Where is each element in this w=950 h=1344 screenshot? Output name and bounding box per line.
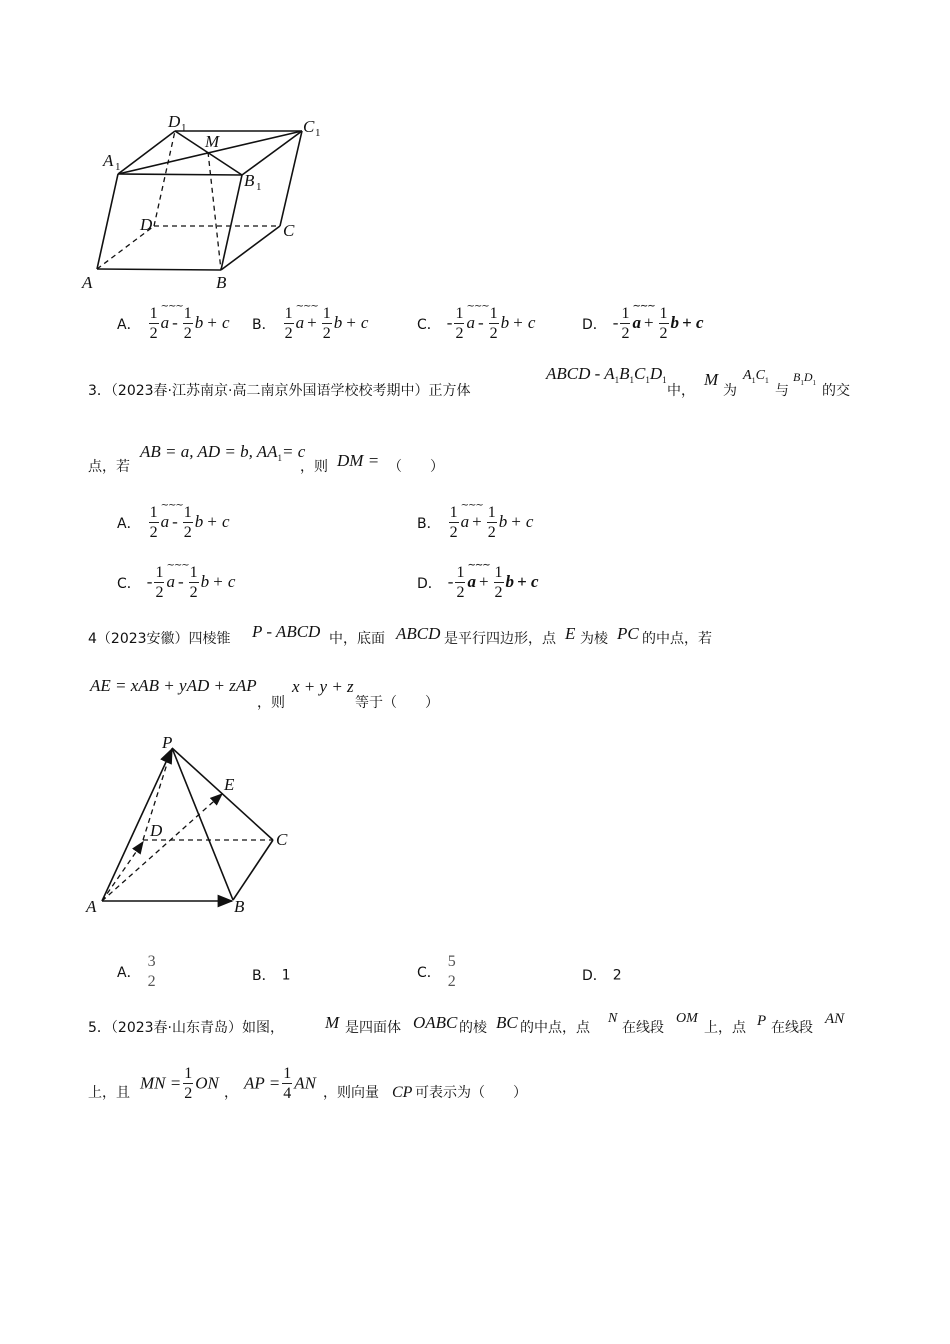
fraction-a: $\frac{1}{2}$ (284, 305, 293, 342)
q5-text3: 的中点，点 (520, 1020, 590, 1036)
q5-AN: AN (825, 1011, 845, 1027)
label-B1: B (244, 171, 255, 190)
vector-c-term: + c (212, 572, 236, 591)
q5-OABC: OABC (413, 1013, 458, 1032)
leading-sign: - (447, 572, 454, 591)
q5-text1: 是四面体 (345, 1020, 401, 1036)
vector-a: ∼∼∼ a (166, 560, 189, 591)
q4-text4: 的中点，若 (642, 631, 712, 647)
edge-pb (172, 748, 233, 900)
fraction-b: $\frac{1}{2}$ (489, 305, 498, 342)
vector-c-term: + c (512, 313, 536, 332)
operator: - (177, 572, 184, 591)
q5-ap-expression: AP = $\frac{1}{4}$ AN (244, 1065, 316, 1102)
fraction-b: $\frac{1}{2}$ (487, 504, 496, 541)
fraction-a: $\frac{1}{2}$ (149, 504, 158, 541)
q3-condition: AB = a, AD = b, $AA_1= c$ (140, 442, 306, 463)
vector-a: ∼∼∼ a (466, 301, 489, 332)
operator: + (472, 512, 482, 531)
q5-OM: OM (676, 1011, 698, 1026)
label-C1-sub: 1 (315, 127, 321, 139)
vector-b: b (200, 572, 210, 591)
option-label: C． (117, 575, 141, 592)
vector-b: b (194, 512, 204, 531)
label-A: A (82, 273, 93, 292)
operator: - (477, 313, 484, 332)
label-A: A (86, 897, 97, 916)
fraction-b: $\frac{1}{2}$ (183, 305, 192, 342)
q4-pyramid: P - ABCD (252, 622, 321, 641)
q5-line2-prefix: 上，且 (88, 1085, 130, 1101)
label-C: C (276, 830, 288, 849)
q5-N: N (608, 1011, 618, 1026)
label-E: E (224, 775, 235, 794)
q3-tail: 的交 (822, 383, 850, 399)
fraction-a: $\frac{1}{2}$ (456, 564, 465, 601)
label-A1-sub: 1 (115, 161, 121, 173)
fraction-b: $\frac{1}{2}$ (183, 504, 192, 541)
q4-equation: AE = xAB + yAD + zAP (90, 676, 257, 695)
q5-M: M (325, 1013, 340, 1032)
label-M: M (205, 132, 220, 151)
q5-text4: 在线段 (622, 1020, 664, 1036)
q3-option-b[interactable] (417, 500, 534, 542)
q5-BC: BC (496, 1013, 518, 1032)
vector-b: b (194, 313, 204, 332)
operator: + (643, 313, 654, 332)
edge-pc (172, 748, 273, 840)
vector-c-term: + c (206, 512, 230, 531)
q4-number-source: 4（2023安徽）四棱锥 (88, 631, 231, 647)
q5-text8: 可表示为（ ） (415, 1085, 527, 1101)
q3-ze: ，则 (300, 459, 328, 475)
q5-number-source: 5．（2023春·山东青岛）如图， (88, 1020, 284, 1036)
fraction-a: $\frac{1}{2}$ (455, 305, 464, 342)
edge-b1a1 (118, 174, 242, 175)
q2-option-c[interactable] (417, 301, 536, 343)
vector-b: b (505, 572, 515, 591)
q2-option-a[interactable] (117, 301, 230, 343)
vector-a: ∼∼∼ a (160, 301, 183, 332)
q5-text7: ，则向量 (323, 1085, 379, 1101)
q2-option-b[interactable] (252, 301, 369, 343)
vector-b: b (500, 313, 510, 332)
option-label: A． (117, 515, 141, 532)
option-label: B． (417, 515, 441, 532)
q2-option-d[interactable] (582, 301, 704, 343)
vector-c-term: + c (206, 313, 230, 332)
vector-a: ∼∼∼ a (632, 301, 655, 332)
vector-a: ∼∼∼ a (160, 500, 183, 531)
q5-mn-expression: MN = $\frac{1}{2}$ ON (140, 1065, 219, 1102)
parallelepiped-figure (80, 108, 340, 298)
q4-option-c[interactable]: C． 5 2 (417, 953, 456, 990)
vector-ae-hidden (102, 794, 222, 901)
vector-b: b (498, 512, 508, 531)
q3-source: （2023春·江苏南京·高二南京外国语学校校考期中）正方体 (110, 383, 471, 399)
operator: - (172, 512, 178, 531)
q4-sum: x + y + z (292, 677, 354, 696)
vector-b: b (670, 313, 680, 332)
fraction-a: $\frac{1}{2}$ (149, 305, 158, 342)
vector-ad-hidden (102, 842, 143, 901)
operator: + (478, 572, 489, 591)
label-D1-sub: 1 (181, 122, 187, 134)
q4-text2: 是平行四边形，点 (444, 631, 556, 647)
q3-B1D1: $B_1D_1$ (793, 370, 817, 387)
q3-M: M (704, 370, 719, 389)
q4-PC: PC (617, 624, 639, 643)
fraction-b: $\frac{1}{2}$ (659, 305, 668, 342)
label-B: B (216, 273, 227, 292)
q5-P: P (757, 1013, 767, 1029)
q3-number: 3． (88, 383, 111, 399)
pyramid-figure (80, 730, 310, 920)
fraction-b: $\frac{1}{2}$ (189, 564, 198, 601)
q3-middle: 中， (667, 383, 695, 399)
edge-ab (97, 269, 221, 270)
q4-text5: 等于（ ） (355, 695, 439, 711)
vector-a: ∼∼∼ a (467, 560, 490, 591)
q3-option-c[interactable] (117, 560, 236, 602)
q4-option-a[interactable]: A． 3 2 (117, 953, 156, 990)
q3-dm: DM = (337, 451, 380, 470)
q5-comma: ， (224, 1085, 238, 1101)
q3-line2-prefix: 点，若 (88, 459, 130, 475)
q3-option-a[interactable] (117, 500, 230, 542)
q4-ze: ，则 (257, 695, 285, 711)
vector-a: ∼∼∼ a (295, 301, 318, 332)
fraction-b: $\frac{1}{2}$ (494, 564, 503, 601)
segment-mb-hidden (208, 152, 221, 270)
q3-stem-line1 (88, 380, 470, 400)
q4-option-b[interactable]: B． 1 (252, 967, 291, 984)
leading-sign: - (146, 572, 153, 591)
q4-option-d[interactable]: D． 2 (582, 967, 622, 984)
label-B: B (234, 897, 245, 916)
leading-sign: - (446, 313, 453, 332)
q4-text3: 为棱 (580, 631, 608, 647)
label-B1-sub: 1 (256, 181, 262, 193)
fraction-a: $\frac{1}{2}$ (155, 564, 164, 601)
operator: + (307, 313, 317, 332)
label-C: C (283, 221, 295, 240)
q3-yu: 与 (775, 383, 789, 399)
label-D: D (140, 215, 153, 234)
fraction-b: $\frac{1}{2}$ (322, 305, 331, 342)
fraction-a: $\frac{1}{2}$ (621, 305, 630, 342)
option-label: B． (252, 316, 276, 333)
label-A1: A (103, 151, 114, 170)
edge-cb (233, 840, 273, 900)
option-label: A． (117, 316, 141, 333)
q3-wei: 为 (723, 383, 737, 399)
label-C1: C (303, 117, 315, 136)
vector-c-term: + c (345, 313, 369, 332)
label-D1: D (168, 112, 181, 131)
q4-E: E (565, 624, 576, 643)
vector-a: ∼∼∼ a (460, 500, 483, 531)
label-P: P (162, 733, 173, 752)
q4-text1: 中，底面 (329, 631, 385, 647)
q5-text5: 上，点 (704, 1020, 746, 1036)
q3-A1C1: $A_1C_1$ (743, 368, 769, 385)
option-label: D． (582, 316, 607, 333)
q5-CP: CP (392, 1084, 413, 1101)
q3-paren: （ ） (388, 459, 444, 475)
vector-c-term: + c (517, 572, 539, 591)
q5-text6: 在线段 (771, 1020, 813, 1036)
leading-sign: - (612, 313, 619, 332)
label-D: D (150, 821, 163, 840)
q5-text2: 的棱 (459, 1020, 487, 1036)
option-label: C． (417, 316, 441, 333)
vector-b: b (333, 313, 343, 332)
vector-c-term: + c (510, 512, 534, 531)
q3-option-d[interactable] (417, 560, 539, 602)
vector-c-term: + c (682, 313, 704, 332)
fraction-a: $\frac{1}{2}$ (449, 504, 458, 541)
operator: - (172, 313, 178, 332)
option-label: D． (417, 575, 442, 592)
q3-cube-name: ABCD - $A_1B_1C_1D_1$ (546, 364, 667, 385)
q4-base: ABCD (396, 624, 441, 643)
